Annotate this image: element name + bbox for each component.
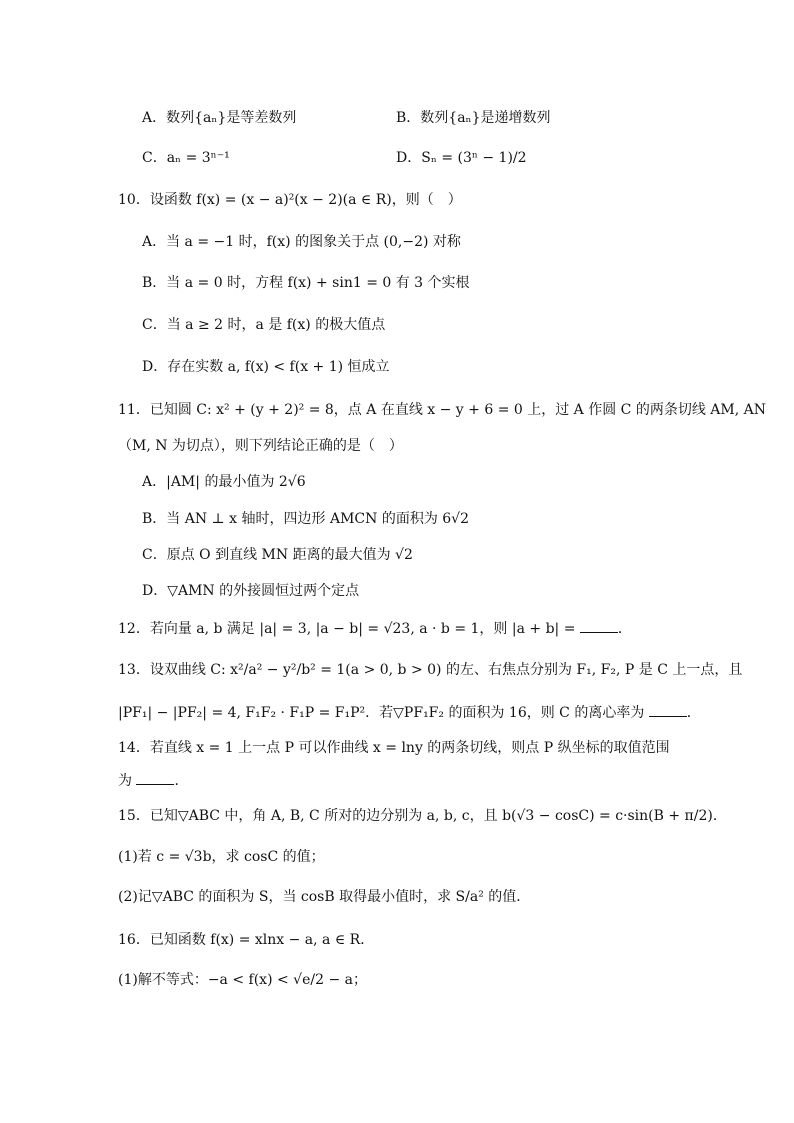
q13-line1: 13．设双曲线 C: x²/a² − y²/b² = 1(a > 0, b > 0) 的左、右焦点分别为 F₁, F₂, P 是 C 上一点，且 [118, 662, 743, 678]
q11-option-d: D．▽AMN 的外接圆恒过两个定点 [142, 583, 360, 599]
q15-part1: (1)若 c = √3b，求 cosC 的值； [118, 849, 325, 865]
q9-option-a: A．数列{aₙ}是等差数列 [142, 110, 297, 126]
q16-part1: (1)解不等式：−a < f(x) < √e/2 − a； [118, 972, 367, 988]
q10-option-b: B．当 a = 0 时，方程 f(x) + sin1 = 0 有 3 个实根 [142, 275, 470, 291]
q11-option-a: A．|AM| 的最小值为 2√6 [142, 474, 306, 490]
q15-part2: (2)记▽ABC 的面积为 S，当 cosB 取得最小值时，求 S/a² 的值． [118, 889, 531, 905]
q11-stem-line1: 11．已知圆 C: x² + (y + 2)² = 8，点 A 在直线 x − y + 6 = 0 上，过 A 作圆 C 的两条切线 AM, AN [118, 402, 767, 418]
q15-stem: 15．已知▽ABC 中，角 A, B, C 所对的边分别为 a, b, c，且 b(√3 − cosC) = c·sin(B + π/2)． [118, 808, 727, 824]
q9-option-d: D．Sₙ = (3ⁿ − 1)/2 [396, 150, 527, 166]
q13-answer-blank [649, 702, 687, 717]
q13-end: ． [686, 705, 701, 721]
q10-option-d: D．存在实数 a, f(x) < f(x + 1) 恒成立 [142, 359, 390, 375]
q13-line2 [118, 702, 701, 723]
q14-end: ． [174, 773, 189, 789]
q11-option-b: B．当 AN ⊥ x 轴时，四边形 AMCN 的面积为 6√2 [142, 511, 470, 527]
q14-text: 为 [118, 773, 132, 789]
q9-option-c: C．aₙ = 3ⁿ⁻¹ [142, 150, 230, 166]
q12-text: 12．若向量 a, b 满足 |a| = 3, |a − b| = √23, a · b = 1，则 |a + b| = [118, 621, 576, 637]
q10-option-c: C．当 a ≥ 2 时，a 是 f(x) 的极大值点 [142, 317, 386, 333]
q9-option-b: B．数列{aₙ}是递增数列 [396, 110, 551, 126]
q10-stem: 10．设函数 f(x) = (x − a)²(x − 2)(a ∈ R)，则（ ） [118, 192, 462, 208]
q13-text: |PF₁| − |PF₂| = 4, F₁F₂ · F₁P = F₁P²．若▽PF₁F₂ 的面积为 16，则 C 的离心率为 [118, 705, 645, 721]
q11-stem-line2: （M, N 为切点），则下列结论正确的是（ ） [118, 438, 403, 454]
q14-line1: 14．若直线 x = 1 上一点 P 可以作曲线 x = lny 的两条切线，则点 P 纵坐标的取值范围 [118, 740, 670, 756]
q16-stem: 16．已知函数 f(x) = xlnx − a, a ∈ R． [118, 932, 375, 948]
q14-answer-blank [136, 770, 174, 785]
q14-line2 [118, 770, 188, 791]
q12-line [118, 618, 632, 639]
q11-option-c: C．原点 O 到直线 MN 距离的最大值为 √2 [142, 547, 413, 563]
q12-end: ． [617, 621, 632, 637]
q10-option-a: A．当 a = −1 时，f(x) 的图象关于点 (0,−2) 对称 [142, 234, 461, 250]
q12-answer-blank [580, 618, 618, 633]
